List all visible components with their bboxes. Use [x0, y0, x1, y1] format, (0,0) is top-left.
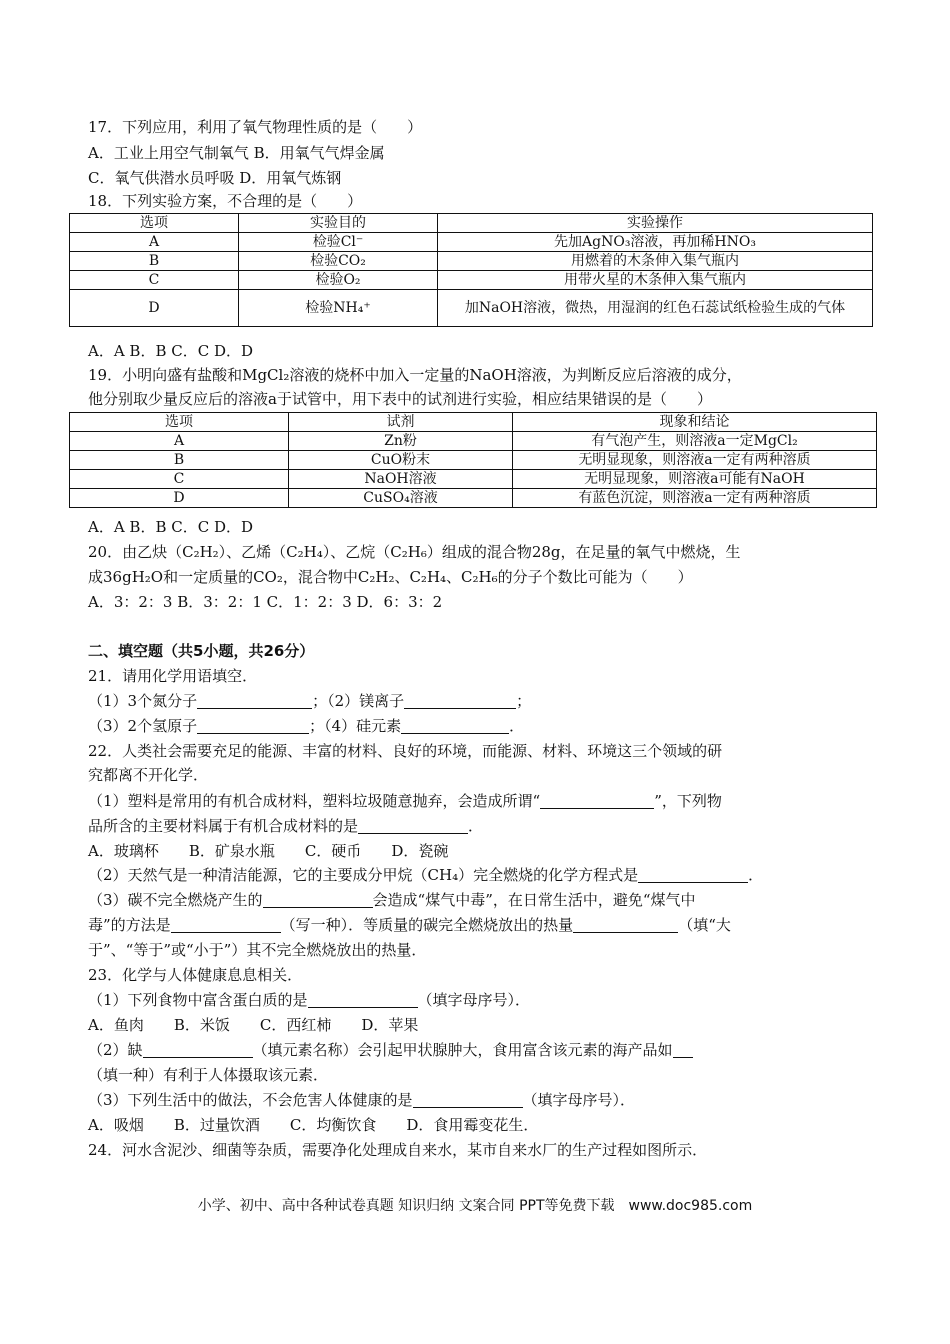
table-row [70, 290, 873, 327]
q22-part1-line2 [88, 815, 483, 837]
q23-part3 [88, 1089, 635, 1111]
q22-text: （填“大 [678, 916, 731, 934]
table-row [70, 451, 877, 470]
q19-stem-line1: 19．小明向盛有盐酸和MgCl₂溶液的烧杯中加入一定量的NaOH溶液，为判断反应后溶液的成分， [88, 366, 742, 384]
q21-line2 [88, 715, 524, 737]
q17-options-cd: C．氧气供潜水员呼吸 D．用氧气炼钢 [88, 169, 342, 187]
table-cell: 无明显现象，则溶液a可能有NaOH [513, 470, 877, 489]
table-row [70, 214, 873, 233]
q19-answer-options: A．A B．B C．C D．D [88, 518, 254, 536]
table-cell: A [70, 432, 289, 451]
q22-text: （1）塑料是常用的有机合成材料，塑料垃圾随意抛弃，会造成所谓“ [88, 792, 541, 810]
table-cell: 检验CO₂ [239, 252, 438, 271]
table-cell: B [70, 451, 289, 470]
table-cell: C [70, 271, 239, 290]
answer-blank[interactable] [197, 692, 312, 709]
answer-blank[interactable] [263, 891, 373, 908]
answer-blank[interactable] [358, 817, 468, 834]
table-cell: CuSO₄溶液 [289, 489, 513, 508]
table-row [70, 489, 877, 508]
q23-part2-line1 [88, 1039, 693, 1061]
page-footer: 小学、初中、高中各种试卷真题 知识归纳 文案合同 PPT等免费下载 www.doc985.com [197, 1198, 753, 1214]
q23-part2-line2: （填一种）有利于人体摄取该元素． [88, 1066, 329, 1084]
q22-stem-line2: 究都离不开化学． [88, 766, 209, 784]
q22-part2 [88, 864, 763, 886]
q18-table [69, 213, 873, 327]
q18-answer-options: A．A B．B C．C D．D [88, 342, 254, 360]
table-cell: 用燃着的木条伸入集气瓶内 [438, 252, 873, 271]
table-cell: 有蓝色沉淀，则溶液a一定有两种溶质 [513, 489, 877, 508]
q21-part4-label: ；（4）硅元素 [309, 717, 402, 735]
q22-text: 毒”的方法是 [88, 916, 171, 934]
q23-options-1: A．鱼肉 B．米饭 C．西红柿 D．苹果 [88, 1016, 419, 1034]
q23-text: （填元素名称）会引起甲状腺肿大，食用富含该元素的海产品如 [252, 1041, 673, 1059]
q21-end: ． [509, 717, 525, 735]
table-header: 选项 [70, 214, 239, 233]
table-cell: B [70, 252, 239, 271]
answer-blank[interactable] [171, 916, 281, 933]
q23-part1 [88, 989, 530, 1011]
q23-text: （1）下列食物中富含蛋白质的是 [88, 991, 308, 1009]
table-cell: C [70, 470, 289, 489]
table-cell: 有气泡产生，则溶液a一定MgCl₂ [513, 432, 877, 451]
answer-blank[interactable] [143, 1041, 253, 1058]
table-row [70, 470, 877, 489]
q19-stem-line2: 他分别取少量反应后的溶液a于试管中，用下表中的试剂进行实验，相应结果错误的是（ ） [88, 390, 712, 408]
table-cell: D [70, 290, 239, 327]
q22-part1-line1 [88, 790, 722, 812]
q22-text: ． [748, 866, 764, 884]
q19-table [69, 412, 877, 508]
q22-part3-line2 [88, 914, 731, 936]
table-row [70, 413, 877, 432]
answer-blank[interactable] [197, 717, 309, 734]
q22-text: 会造成“煤气中毒”，在日常生活中，避免“煤气中 [372, 891, 696, 909]
q21-stem: 21．请用化学用语填空． [88, 667, 258, 685]
q22-text: ． [468, 817, 484, 835]
q21-separator: ； [516, 692, 532, 710]
q23-options-3: A．吸烟 B．过量饮酒 C．均衡饮食 D．食用霉变花生． [88, 1116, 539, 1134]
q20-stem-line1: 20．由乙炔（C₂H₂）、乙烯（C₂H₄）、乙烷（C₂H₆）组成的混合物28g，在足量的氧气中燃烧，生 [88, 543, 741, 561]
answer-blank[interactable] [540, 792, 654, 809]
q23-text: （填字母序号）． [417, 991, 531, 1009]
table-header: 现象和结论 [513, 413, 877, 432]
q21-part3-label: （3）2个氢原子 [88, 717, 198, 735]
answer-blank[interactable] [573, 916, 678, 933]
q22-text: ”，下列物 [654, 792, 722, 810]
table-row [70, 271, 873, 290]
q20-stem-line2: 成36gH₂O和一定质量的CO₂，混合物中C₂H₂、C₂H₄、C₂H₆的分子个数比可能为（ ） [88, 568, 693, 586]
table-header: 实验目的 [239, 214, 438, 233]
q22-part3-line1 [88, 889, 696, 911]
answer-blank[interactable] [401, 717, 509, 734]
table-header: 选项 [70, 413, 289, 432]
q23-stem: 23．化学与人体健康息息相关． [88, 966, 303, 984]
table-cell: 用带火星的木条伸入集气瓶内 [438, 271, 873, 290]
answer-blank[interactable] [673, 1041, 693, 1058]
q22-text: （写一种）．等质量的碳完全燃烧放出的热量 [280, 916, 574, 934]
table-row [70, 432, 877, 451]
table-cell: Zn粉 [289, 432, 513, 451]
table-row [70, 233, 873, 252]
table-cell: NaOH溶液 [289, 470, 513, 489]
table-cell: D [70, 489, 289, 508]
q23-text: （填字母序号）． [522, 1091, 636, 1109]
q24-stem: 24．河水含泥沙、细菌等杂质，需要净化处理成自来水，某市自来水厂的生产过程如图所示． [88, 1141, 708, 1159]
answer-blank[interactable] [413, 1091, 523, 1108]
q18-stem: 18．下列实验方案，不合理的是（ ） [88, 192, 363, 210]
q21-line1 [88, 690, 531, 712]
q17-options-ab: A．工业上用空气制氧气 B．用氧气气焊金属 [88, 144, 385, 162]
q21-part1-label: （1）3个氮分子 [88, 692, 198, 710]
section-heading: 二、填空题（共5小题，共26分） [88, 642, 315, 660]
table-cell: 检验Cl⁻ [239, 233, 438, 252]
q20-options: A．3：2：3 B．3：2：1 C．1：2：3 D．6：3：2 [88, 593, 443, 611]
table-cell: 加NaOH溶液，微热，用湿润的红色石蕊试纸检验生成的气体 [438, 290, 873, 327]
q17-stem: 17．下列应用，利用了氧气物理性质的是（ ） [88, 118, 423, 136]
q22-stem-line1: 22．人类社会需要充足的能源、丰富的材料、良好的环境，而能源、材料、环境这三个领域的研 [88, 742, 723, 760]
q22-text: 品所含的主要材料属于有机合成材料的是 [88, 817, 359, 835]
q22-options: A．玻璃杯 B．矿泉水瓶 C．硬币 D．瓷碗 [88, 842, 449, 860]
answer-blank[interactable] [308, 991, 418, 1008]
table-header: 试剂 [289, 413, 513, 432]
table-cell: A [70, 233, 239, 252]
answer-blank[interactable] [404, 692, 516, 709]
q22-part3-line3: 于”、“等于”或“小于”）其不完全燃烧放出的热量． [88, 941, 427, 959]
q23-text: （2）缺 [88, 1041, 143, 1059]
table-cell: CuO粉末 [289, 451, 513, 470]
q23-text: （3）下列生活中的做法，不会危害人体健康的是 [88, 1091, 413, 1109]
table-row [70, 252, 873, 271]
table-cell: 检验NH₄⁺ [239, 290, 438, 327]
table-cell: 无明显现象，则溶液a一定有两种溶质 [513, 451, 877, 470]
q22-text: （2）天然气是一种清洁能源，它的主要成分甲烷（CH₄）完全燃烧的化学方程式是 [88, 866, 639, 884]
q22-text: （3）碳不完全燃烧产生的 [88, 891, 263, 909]
answer-blank[interactable] [638, 866, 748, 883]
table-cell: 先加AgNO₃溶液，再加稀HNO₃ [438, 233, 873, 252]
table-cell: 检验O₂ [239, 271, 438, 290]
q21-part2-label: ；（2）镁离子 [312, 692, 405, 710]
table-header: 实验操作 [438, 214, 873, 233]
